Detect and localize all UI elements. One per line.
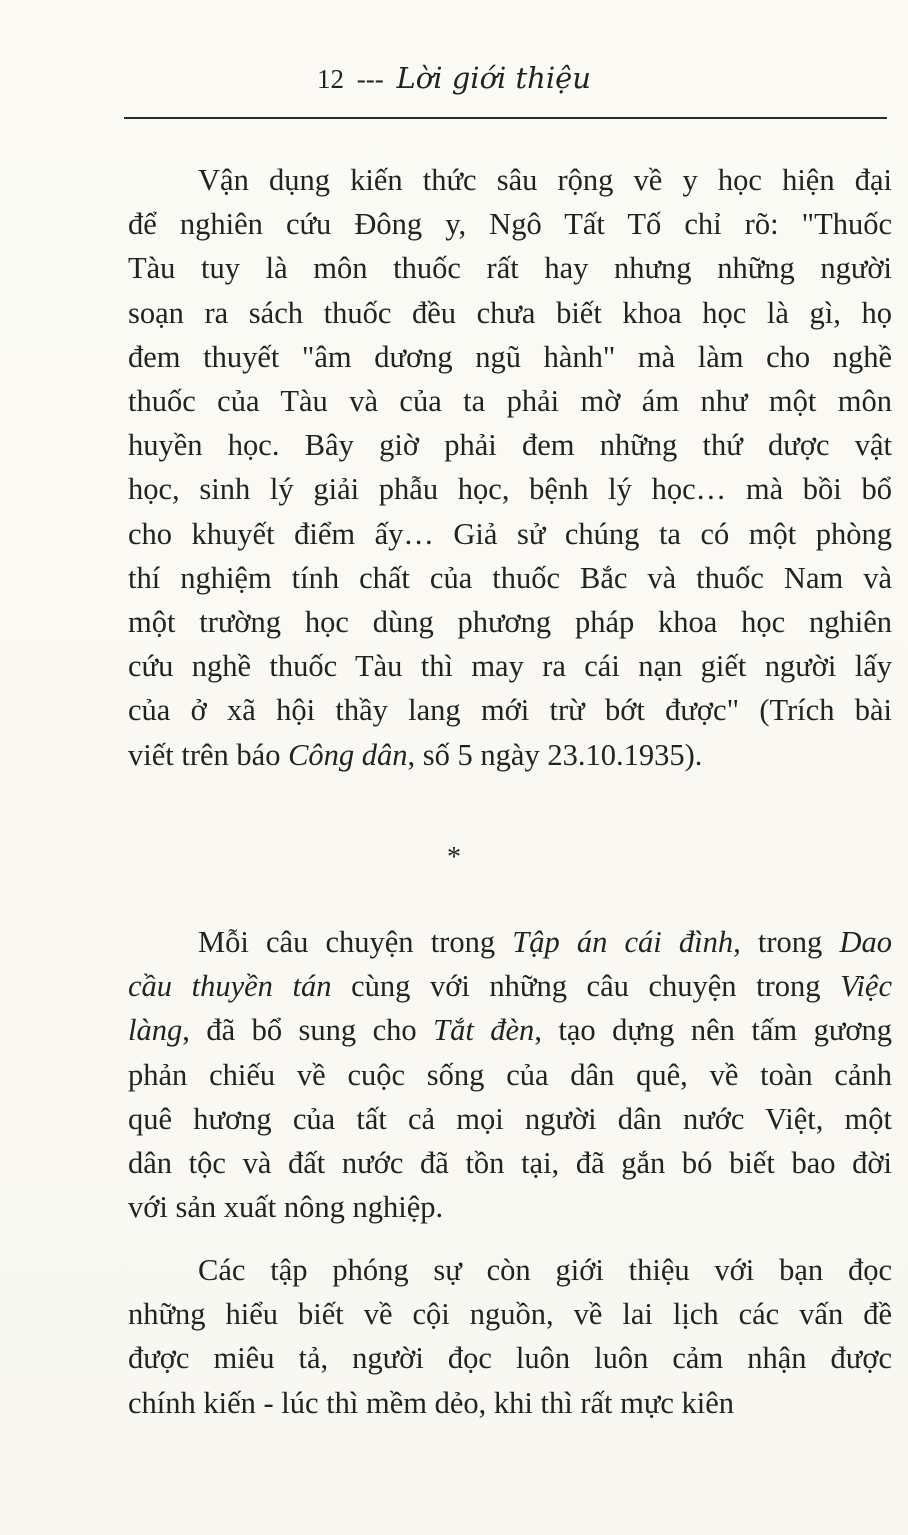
italic-title: Công dân — [288, 737, 408, 772]
text-segment: để nghiên cứu Đông y, Ngô Tất Tố chỉ rõ: "Thuốc — [128, 207, 892, 242]
text-segment: Mỗi câu chuyện trong — [198, 925, 513, 959]
text-segment: phản chiếu về cuộc sống của dân quê, về toàn cảnh — [128, 1057, 892, 1092]
text-line — [128, 1292, 892, 1336]
text-line — [128, 600, 892, 644]
header-rule — [124, 117, 887, 119]
text-line — [128, 556, 892, 600]
paragraph-3 — [128, 1248, 892, 1425]
paragraph-2 — [128, 920, 892, 1229]
italic-title: Tập án cái đình, — [512, 925, 741, 959]
text-segment: những hiểu biết về cội nguồn, về lai lịch các vấn đề — [128, 1297, 892, 1332]
chapter-title: Lời giới thiệu — [396, 61, 591, 95]
text-segment: học, sinh lý giải phẫu học, bệnh lý học… mà bồi bổ — [128, 472, 892, 507]
section-break: * — [447, 842, 461, 873]
text-segment: Vận dụng kiến thức sâu rộng về y học hiện đại — [198, 163, 892, 197]
text-line — [128, 733, 892, 777]
text-segment: cùng với những câu chuyện trong — [331, 969, 841, 1004]
text-segment: , đã bổ sung cho — [182, 1013, 434, 1048]
page-number: 12 — [317, 64, 345, 94]
italic-title: Việc — [840, 969, 893, 1004]
text-segment: thuốc của Tàu và của ta phải mờ ám như một môn — [128, 384, 892, 419]
italic-title: cầu thuyền tán — [128, 969, 332, 1004]
text-segment: một trường học dùng phương pháp khoa học nghiên — [128, 605, 892, 640]
text-segment: Tàu tuy là môn thuốc rất hay nhưng những người — [128, 251, 892, 286]
text-line — [128, 1097, 892, 1141]
text-segment: thí nghiệm tính chất của thuốc Bắc và thuốc Nam và — [128, 560, 892, 595]
text-segment: được miêu tả, người đọc luôn luôn cảm nhận được — [128, 1341, 892, 1376]
text-line — [128, 644, 892, 688]
text-line — [128, 920, 892, 964]
text-segment: huyền học. Bây giờ phải đem những thứ dược vật — [128, 428, 892, 463]
text-line — [128, 1248, 892, 1292]
text-line — [128, 688, 892, 732]
text-segment: , tạo dựng nên tấm gương — [534, 1013, 892, 1048]
italic-title: Tắt đèn — [433, 1013, 535, 1048]
text-line — [128, 1381, 892, 1425]
text-line — [128, 1053, 892, 1097]
running-header — [0, 60, 908, 97]
italic-title: Dao — [839, 925, 892, 959]
text-line — [128, 1336, 892, 1380]
paragraph — [128, 920, 892, 1229]
text-segment: cho khuyết điểm ấy… Giả sử chúng ta có một phòng — [128, 516, 892, 551]
text-segment: cứu nghề thuốc Tàu thì may ra cái nạn giết người lấy — [128, 649, 892, 684]
text-line — [128, 1008, 892, 1052]
text-line — [128, 335, 892, 379]
text-segment: viết trên báo — [128, 737, 289, 772]
header-separator: --- — [356, 64, 384, 94]
text-segment: trong — [740, 925, 840, 959]
text-segment: của ở xã hội thầy lang mới trừ bớt được" (Trích bài — [128, 693, 892, 728]
text-line — [128, 467, 892, 511]
text-line — [128, 964, 892, 1008]
text-line — [128, 1141, 892, 1185]
text-segment: chính kiến - lúc thì mềm dẻo, khi thì rất mực kiên — [128, 1385, 735, 1420]
paragraph — [128, 158, 892, 777]
text-segment: quê hương của tất cả mọi người dân nước Việt, một — [128, 1101, 892, 1136]
text-line — [128, 158, 892, 202]
text-line — [128, 423, 892, 467]
text-line — [128, 1185, 892, 1229]
paragraph-1 — [128, 158, 892, 777]
text-segment: soạn ra sách thuốc đều chưa biết khoa học là gì, họ — [128, 295, 892, 330]
text-line — [128, 202, 892, 246]
text-line — [128, 512, 892, 556]
text-line — [128, 246, 892, 290]
text-line — [128, 291, 892, 335]
text-segment: đem thuyết "âm dương ngũ hành" mà làm cho nghề — [128, 339, 892, 374]
paragraph — [128, 1248, 892, 1425]
text-segment: , số 5 ngày 23.10.1935). — [407, 737, 703, 772]
text-segment: với sản xuất nông nghiệp. — [128, 1190, 444, 1225]
text-segment: Các tập phóng sự còn giới thiệu với bạn đọc — [198, 1253, 892, 1287]
text-line — [128, 379, 892, 423]
italic-title: làng — [128, 1013, 183, 1048]
text-segment: dân tộc và đất nước đã tồn tại, đã gắn bó biết bao đời — [128, 1146, 892, 1181]
